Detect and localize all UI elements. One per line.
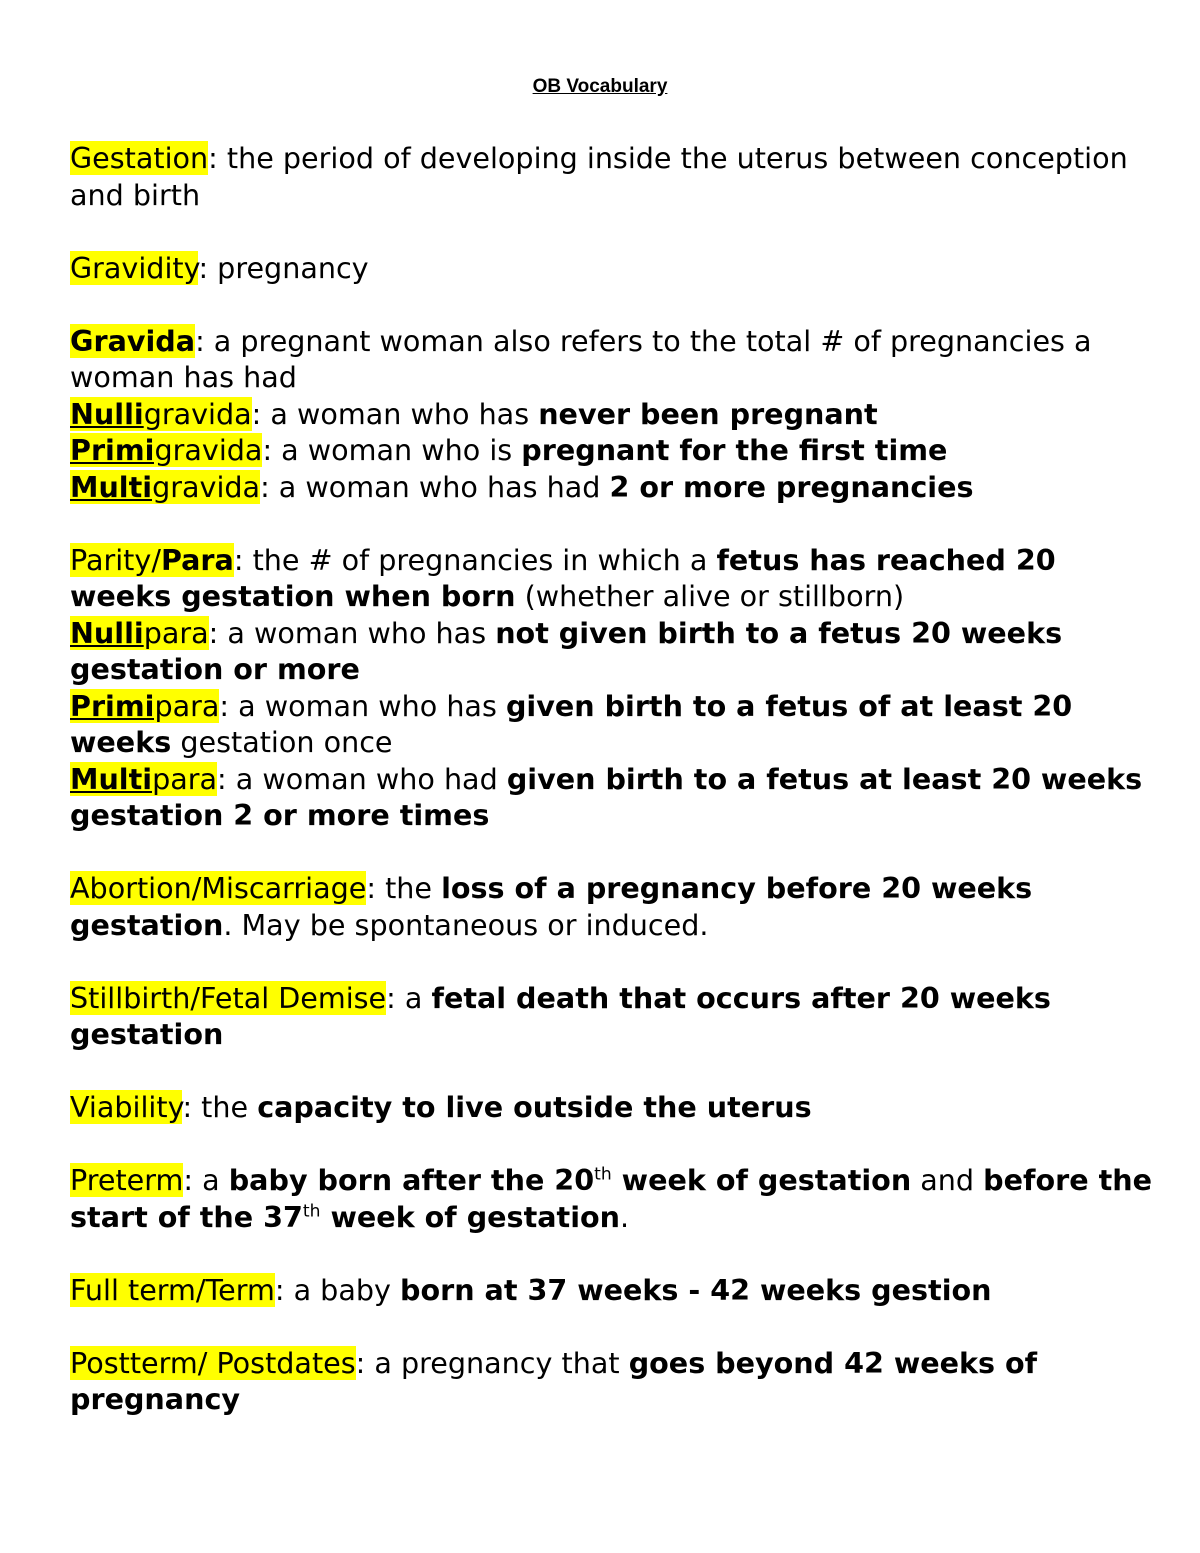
- definition-text: : the: [366, 871, 442, 905]
- vocabulary-term: Preterm: [70, 1163, 184, 1197]
- vocabulary-term: Nulli: [70, 396, 144, 431]
- vocabulary-entry: [70, 615, 1160, 688]
- vocabulary-term: Parity/: [70, 542, 161, 577]
- definition-text: : pregnancy: [198, 250, 369, 285]
- paragraph-spacer: [70, 1308, 1160, 1345]
- definition-text: never been pregnant: [538, 396, 878, 431]
- vocabulary-entry: [70, 469, 1160, 506]
- vocabulary-term: Full term/Term: [70, 1272, 275, 1307]
- vocabulary-term: Stillbirth/Fetal Demise: [70, 980, 387, 1015]
- vocabulary-entry: [70, 761, 1160, 834]
- vocabulary-term: Primi: [70, 688, 155, 723]
- definition-text: week of gestation: [320, 1199, 621, 1234]
- definition-text: (whether alive or stillborn): [515, 579, 905, 613]
- definition-text: goes beyond 42 weeks of pregnancy: [70, 1345, 1038, 1416]
- vocabulary-term: Gravidity: [70, 250, 199, 285]
- definition-text: : the # of pregnancies in which a: [233, 542, 717, 577]
- definition-text: given birth to a fetus of at least 20 weeks: [70, 688, 1073, 759]
- vocabulary-term: Viability: [70, 1090, 183, 1124]
- vocabulary-entry: [70, 1272, 1160, 1309]
- vocabulary-list: [70, 140, 1160, 1418]
- definition-text: fetus has reached 20 weeks gestation when born: [70, 542, 1056, 613]
- paragraph-spacer: [70, 1235, 1160, 1272]
- vocabulary-term: Postterm/ Postdates: [70, 1345, 356, 1380]
- definition-text: given birth to a fetus at least 20 weeks gestation 2 or more times: [70, 761, 1143, 832]
- vocabulary-term: Gravida: [70, 323, 196, 358]
- vocabulary-term: Gestation: [70, 141, 209, 175]
- definition-text: fetal death that occurs after 20 weeks gestation: [70, 980, 1051, 1051]
- definition-text: : a woman who has: [208, 615, 496, 650]
- definition-text: week of gestation: [611, 1163, 912, 1197]
- definition-text: : a pregnant woman also refers to the total # of pregnancies a woman has had: [70, 323, 1092, 394]
- vocabulary-term: para: [154, 688, 220, 723]
- definition-text: : a woman who has: [251, 396, 539, 431]
- paragraph-spacer: [70, 286, 1160, 323]
- vocabulary-entry: [70, 140, 1160, 213]
- vocabulary-term: Multi: [70, 761, 153, 796]
- vocabulary-term: gravida: [152, 469, 261, 504]
- paragraph-spacer: [70, 213, 1160, 250]
- vocabulary-entry: [70, 1345, 1160, 1418]
- paragraph-spacer: [70, 834, 1160, 871]
- definition-text: not given birth to a fetus 20 weeks gestation or more: [70, 615, 1063, 686]
- vocabulary-term: Multi: [70, 469, 153, 504]
- vocabulary-term: Abortion/Miscarriage: [70, 871, 367, 905]
- definition-text: : the: [182, 1090, 258, 1124]
- vocabulary-term: Primi: [70, 433, 155, 467]
- definition-text: : a: [386, 980, 432, 1015]
- definition-text: : a woman who is: [262, 433, 522, 467]
- definition-text: : a baby: [274, 1272, 401, 1307]
- definition-text: : a: [183, 1163, 229, 1197]
- paragraph-spacer: [70, 943, 1160, 980]
- definition-text: capacity to live outside the uterus: [257, 1090, 812, 1124]
- ordinal-suffix: th: [594, 1164, 612, 1185]
- definition-text: : a woman who has had: [260, 469, 610, 504]
- vocabulary-entry: [70, 1162, 1160, 1235]
- vocabulary-term: para: [152, 761, 218, 796]
- definition-text: 2 or more pregnancies: [609, 469, 974, 504]
- vocabulary-term: gravida: [154, 433, 263, 467]
- definition-text: and: [911, 1163, 984, 1197]
- definition-text: .: [620, 1199, 630, 1234]
- ordinal-suffix: th: [302, 1200, 321, 1221]
- definition-text: baby born after the 20: [228, 1163, 595, 1197]
- definition-text: : a woman who has: [219, 688, 506, 723]
- vocabulary-entry: [70, 396, 1160, 433]
- definition-text: : the period of developing inside the uterus between conception and birth: [70, 141, 1128, 212]
- vocabulary-term: Nulli: [70, 615, 144, 650]
- vocabulary-entry: [70, 250, 1160, 287]
- definition-text: before the start of the 37: [70, 1163, 1152, 1234]
- vocabulary-entry: [70, 432, 1160, 469]
- vocabulary-term: Para: [160, 542, 234, 577]
- vocabulary-entry: [70, 688, 1160, 761]
- definition-text: born at 37 weeks - 42 weeks gestion: [400, 1272, 992, 1307]
- vocabulary-entry: [70, 542, 1160, 615]
- definition-text: . May be spontaneous or induced.: [223, 907, 709, 942]
- definition-text: pregnant for the first time: [521, 433, 948, 467]
- paragraph-spacer: [70, 1126, 1160, 1163]
- paragraph-spacer: [70, 505, 1160, 542]
- definition-text: : a woman who had: [217, 761, 507, 796]
- paragraph-spacer: [70, 1053, 1160, 1090]
- definition-text: loss of a pregnancy before 20 weeks gestation: [70, 871, 1033, 942]
- vocabulary-term: para: [143, 615, 209, 650]
- vocabulary-term: gravida: [143, 396, 252, 431]
- vocabulary-entry: [70, 1089, 1160, 1126]
- vocabulary-entry: [70, 980, 1160, 1053]
- page-title: OB Vocabulary: [532, 76, 668, 97]
- vocabulary-entry: [70, 323, 1160, 396]
- vocabulary-entry: [70, 870, 1160, 943]
- definition-text: gestation once: [171, 725, 393, 759]
- definition-text: : a pregnancy that: [355, 1345, 629, 1380]
